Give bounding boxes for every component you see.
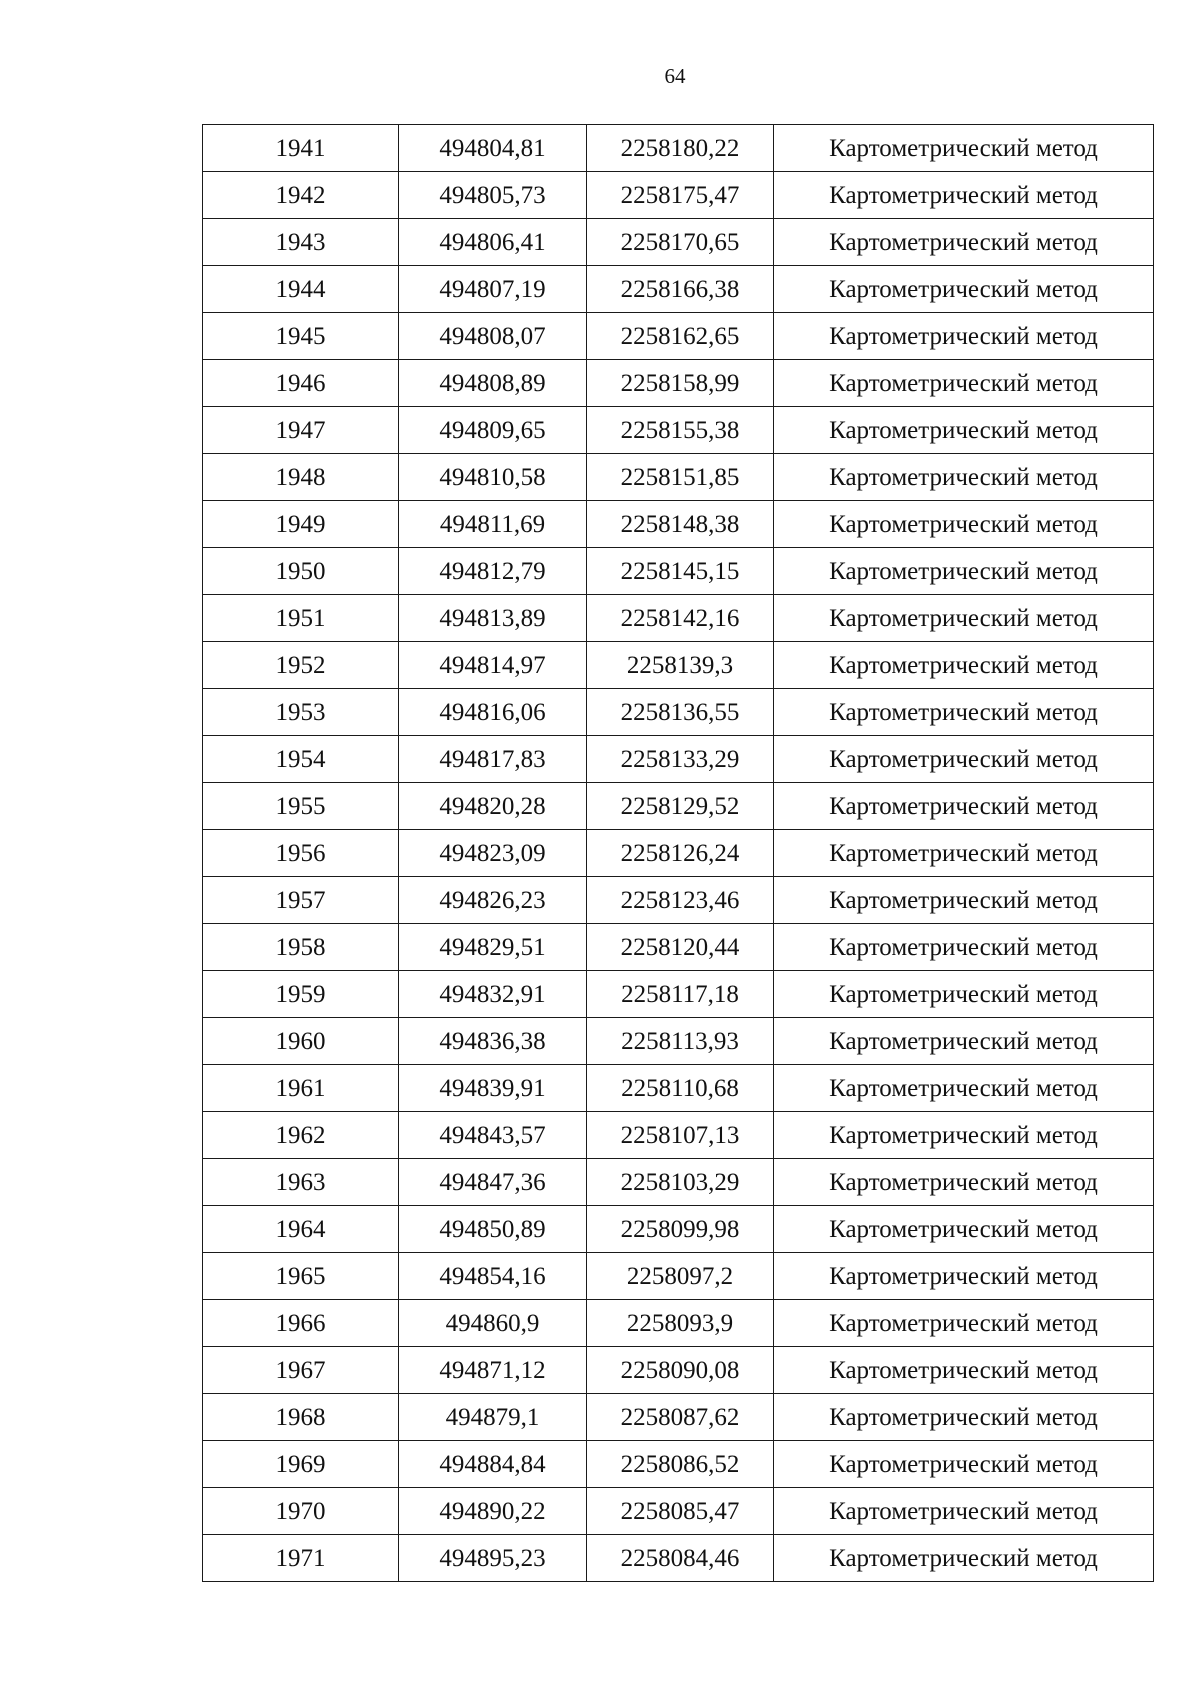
- y-coordinate-cell: 2258113,93: [587, 1018, 774, 1065]
- y-coordinate-cell: 2258180,22: [587, 125, 774, 172]
- method-cell: Картометрический метод: [774, 1112, 1154, 1159]
- table-row: [203, 125, 1154, 172]
- table-row: [203, 1300, 1154, 1347]
- table-row: [203, 1253, 1154, 1300]
- x-coordinate-cell: 494839,91: [399, 1065, 587, 1112]
- x-coordinate-cell: 494890,22: [399, 1488, 587, 1535]
- table-row: [203, 501, 1154, 548]
- method-cell: Картометрический метод: [774, 313, 1154, 360]
- point-number-cell: 1971: [203, 1535, 399, 1582]
- method-cell: Картометрический метод: [774, 219, 1154, 266]
- x-coordinate-cell: 494811,69: [399, 501, 587, 548]
- method-cell: Картометрический метод: [774, 1253, 1154, 1300]
- table-row: [203, 642, 1154, 689]
- y-coordinate-cell: 2258145,15: [587, 548, 774, 595]
- y-coordinate-cell: 2258097,2: [587, 1253, 774, 1300]
- x-coordinate-cell: 494820,28: [399, 783, 587, 830]
- table-row: [203, 454, 1154, 501]
- y-coordinate-cell: 2258099,98: [587, 1206, 774, 1253]
- y-coordinate-cell: 2258158,99: [587, 360, 774, 407]
- point-number-cell: 1942: [203, 172, 399, 219]
- x-coordinate-cell: 494813,89: [399, 595, 587, 642]
- x-coordinate-cell: 494804,81: [399, 125, 587, 172]
- table-row: [203, 736, 1154, 783]
- x-coordinate-cell: 494826,23: [399, 877, 587, 924]
- x-coordinate-cell: 494806,41: [399, 219, 587, 266]
- y-coordinate-cell: 2258110,68: [587, 1065, 774, 1112]
- method-cell: Картометрический метод: [774, 1206, 1154, 1253]
- x-coordinate-cell: 494829,51: [399, 924, 587, 971]
- method-cell: Картометрический метод: [774, 548, 1154, 595]
- x-coordinate-cell: 494814,97: [399, 642, 587, 689]
- point-number-cell: 1970: [203, 1488, 399, 1535]
- method-cell: Картометрический метод: [774, 783, 1154, 830]
- method-cell: Картометрический метод: [774, 360, 1154, 407]
- method-cell: Картометрический метод: [774, 501, 1154, 548]
- x-coordinate-cell: 494812,79: [399, 548, 587, 595]
- y-coordinate-cell: 2258123,46: [587, 877, 774, 924]
- table-row: [203, 407, 1154, 454]
- y-coordinate-cell: 2258090,08: [587, 1347, 774, 1394]
- point-number-cell: 1957: [203, 877, 399, 924]
- table-row: [203, 266, 1154, 313]
- method-cell: Картометрический метод: [774, 266, 1154, 313]
- method-cell: Картометрический метод: [774, 1065, 1154, 1112]
- method-cell: Картометрический метод: [774, 1018, 1154, 1065]
- y-coordinate-cell: 2258142,16: [587, 595, 774, 642]
- y-coordinate-cell: 2258085,47: [587, 1488, 774, 1535]
- method-cell: Картометрический метод: [774, 924, 1154, 971]
- point-number-cell: 1968: [203, 1394, 399, 1441]
- point-number-cell: 1959: [203, 971, 399, 1018]
- point-number-cell: 1949: [203, 501, 399, 548]
- table-row: [203, 830, 1154, 877]
- x-coordinate-cell: 494817,83: [399, 736, 587, 783]
- point-number-cell: 1962: [203, 1112, 399, 1159]
- coordinates-table-body: [203, 125, 1154, 1582]
- method-cell: Картометрический метод: [774, 1159, 1154, 1206]
- x-coordinate-cell: 494850,89: [399, 1206, 587, 1253]
- method-cell: Картометрический метод: [774, 1488, 1154, 1535]
- point-number-cell: 1958: [203, 924, 399, 971]
- point-number-cell: 1963: [203, 1159, 399, 1206]
- method-cell: Картометрический метод: [774, 1535, 1154, 1582]
- x-coordinate-cell: 494808,89: [399, 360, 587, 407]
- x-coordinate-cell: 494807,19: [399, 266, 587, 313]
- table-row: [203, 595, 1154, 642]
- y-coordinate-cell: 2258162,65: [587, 313, 774, 360]
- x-coordinate-cell: 494816,06: [399, 689, 587, 736]
- x-coordinate-cell: 494809,65: [399, 407, 587, 454]
- point-number-cell: 1954: [203, 736, 399, 783]
- table-row: [203, 1488, 1154, 1535]
- method-cell: Картометрический метод: [774, 125, 1154, 172]
- point-number-cell: 1964: [203, 1206, 399, 1253]
- point-number-cell: 1944: [203, 266, 399, 313]
- table-row: [203, 1206, 1154, 1253]
- table-row: [203, 1159, 1154, 1206]
- method-cell: Картометрический метод: [774, 1441, 1154, 1488]
- x-coordinate-cell: 494860,9: [399, 1300, 587, 1347]
- y-coordinate-cell: 2258136,55: [587, 689, 774, 736]
- method-cell: Картометрический метод: [774, 642, 1154, 689]
- table-row: [203, 1441, 1154, 1488]
- point-number-cell: 1969: [203, 1441, 399, 1488]
- method-cell: Картометрический метод: [774, 830, 1154, 877]
- x-coordinate-cell: 494871,12: [399, 1347, 587, 1394]
- y-coordinate-cell: 2258148,38: [587, 501, 774, 548]
- x-coordinate-cell: 494836,38: [399, 1018, 587, 1065]
- y-coordinate-cell: 2258151,85: [587, 454, 774, 501]
- point-number-cell: 1952: [203, 642, 399, 689]
- table-row: [203, 548, 1154, 595]
- y-coordinate-cell: 2258175,47: [587, 172, 774, 219]
- x-coordinate-cell: 494884,84: [399, 1441, 587, 1488]
- method-cell: Картометрический метод: [774, 407, 1154, 454]
- method-cell: Картометрический метод: [774, 1300, 1154, 1347]
- point-number-cell: 1941: [203, 125, 399, 172]
- point-number-cell: 1961: [203, 1065, 399, 1112]
- point-number-cell: 1947: [203, 407, 399, 454]
- y-coordinate-cell: 2258107,13: [587, 1112, 774, 1159]
- x-coordinate-cell: 494843,57: [399, 1112, 587, 1159]
- x-coordinate-cell: 494832,91: [399, 971, 587, 1018]
- x-coordinate-cell: 494854,16: [399, 1253, 587, 1300]
- point-number-cell: 1965: [203, 1253, 399, 1300]
- y-coordinate-cell: 2258086,52: [587, 1441, 774, 1488]
- table-row: [203, 1535, 1154, 1582]
- y-coordinate-cell: 2258117,18: [587, 971, 774, 1018]
- method-cell: Картометрический метод: [774, 595, 1154, 642]
- table-row: [203, 1347, 1154, 1394]
- x-coordinate-cell: 494805,73: [399, 172, 587, 219]
- point-number-cell: 1956: [203, 830, 399, 877]
- x-coordinate-cell: 494808,07: [399, 313, 587, 360]
- x-coordinate-cell: 494810,58: [399, 454, 587, 501]
- table-row: [203, 1112, 1154, 1159]
- method-cell: Картометрический метод: [774, 971, 1154, 1018]
- y-coordinate-cell: 2258166,38: [587, 266, 774, 313]
- y-coordinate-cell: 2258087,62: [587, 1394, 774, 1441]
- method-cell: Картометрический метод: [774, 1347, 1154, 1394]
- y-coordinate-cell: 2258126,24: [587, 830, 774, 877]
- point-number-cell: 1955: [203, 783, 399, 830]
- point-number-cell: 1946: [203, 360, 399, 407]
- table-row: [203, 1065, 1154, 1112]
- point-number-cell: 1945: [203, 313, 399, 360]
- point-number-cell: 1950: [203, 548, 399, 595]
- x-coordinate-cell: 494823,09: [399, 830, 587, 877]
- method-cell: Картометрический метод: [774, 689, 1154, 736]
- page-number: 64: [664, 64, 686, 88]
- y-coordinate-cell: 2258129,52: [587, 783, 774, 830]
- y-coordinate-cell: 2258084,46: [587, 1535, 774, 1582]
- point-number-cell: 1966: [203, 1300, 399, 1347]
- point-number-cell: 1960: [203, 1018, 399, 1065]
- x-coordinate-cell: 494895,23: [399, 1535, 587, 1582]
- y-coordinate-cell: 2258139,3: [587, 642, 774, 689]
- y-coordinate-cell: 2258155,38: [587, 407, 774, 454]
- table-row: [203, 924, 1154, 971]
- y-coordinate-cell: 2258103,29: [587, 1159, 774, 1206]
- method-cell: Картометрический метод: [774, 454, 1154, 501]
- table-row: [203, 783, 1154, 830]
- table-row: [203, 689, 1154, 736]
- table-row: [203, 1018, 1154, 1065]
- point-number-cell: 1948: [203, 454, 399, 501]
- table-row: [203, 360, 1154, 407]
- point-number-cell: 1953: [203, 689, 399, 736]
- table-row: [203, 313, 1154, 360]
- method-cell: Картометрический метод: [774, 877, 1154, 924]
- point-number-cell: 1951: [203, 595, 399, 642]
- x-coordinate-cell: 494879,1: [399, 1394, 587, 1441]
- y-coordinate-cell: 2258093,9: [587, 1300, 774, 1347]
- method-cell: Картометрический метод: [774, 1394, 1154, 1441]
- y-coordinate-cell: 2258133,29: [587, 736, 774, 783]
- coordinates-table: [202, 124, 1154, 1582]
- table-row: [203, 971, 1154, 1018]
- y-coordinate-cell: 2258170,65: [587, 219, 774, 266]
- y-coordinate-cell: 2258120,44: [587, 924, 774, 971]
- x-coordinate-cell: 494847,36: [399, 1159, 587, 1206]
- table-row: [203, 172, 1154, 219]
- table-row: [203, 1394, 1154, 1441]
- point-number-cell: 1967: [203, 1347, 399, 1394]
- method-cell: Картометрический метод: [774, 736, 1154, 783]
- point-number-cell: 1943: [203, 219, 399, 266]
- method-cell: Картометрический метод: [774, 172, 1154, 219]
- table-row: [203, 877, 1154, 924]
- table-row: [203, 219, 1154, 266]
